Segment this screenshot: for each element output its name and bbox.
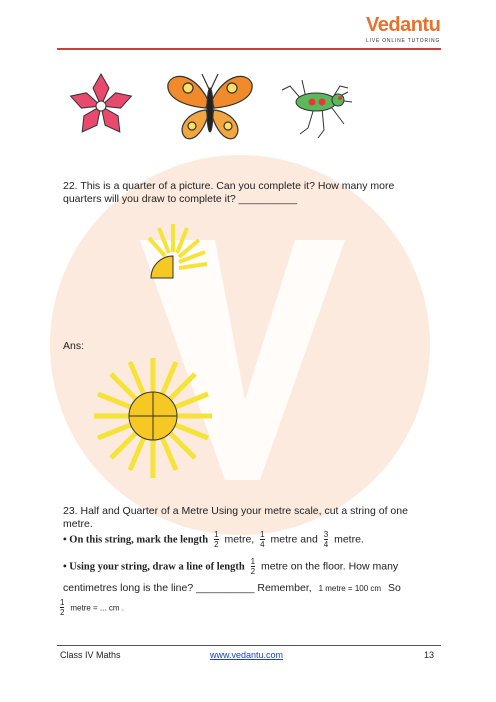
bullet1-end: metre. (334, 533, 364, 546)
fraction-last: $\frac{1}{2}$ (60, 598, 65, 617)
vedantu-logo (366, 14, 446, 46)
last-rest: metre = ... cm . (70, 603, 124, 613)
fraction-half: $\frac{1}{2}$ (214, 530, 219, 549)
q23-line1: 23. Half and Quarter of a Metre Using your metre scale, cut a string of one (63, 505, 408, 517)
cm-question: centimetres long is the line? __________ Remember, (63, 582, 312, 594)
fraction-b2: $\frac{1}{2}$ (250, 557, 256, 576)
q23-last-line (60, 598, 124, 617)
metre-equation: 1 metre = 100 cm (318, 584, 382, 593)
footer-rule (57, 645, 441, 646)
question-23 (63, 505, 443, 531)
q22-line1: 22. This is a quarter of a picture. Can you complete it? How many more (63, 180, 395, 192)
question-22 (63, 180, 443, 206)
q23-bullet1 (63, 530, 453, 549)
q23-line2: metre. (63, 518, 93, 530)
answer-label: Ans: (63, 340, 85, 352)
fraction-quarter: $\frac{1}{4}$ (260, 530, 265, 549)
fraction-three-quarter: $\frac{3}{4}$ (323, 530, 329, 549)
quarter-sun-icon (145, 222, 209, 282)
so-text: So (387, 582, 401, 594)
bullet1-after-quarter: metre and (270, 533, 318, 546)
bullet1-text: • On this string, mark the length (63, 534, 209, 546)
full-sun-icon (88, 356, 218, 480)
pink-flower-icon (68, 72, 134, 142)
logo-tagline: LIVE ONLINE TUTORING (366, 38, 441, 44)
bullet1-after-half: metre, (224, 533, 255, 546)
green-insect-icon (278, 72, 364, 140)
q22-line2: quarters will you draw to complete it? __________ (63, 193, 298, 205)
bullet2-rest: metre on the floor. How many (261, 560, 399, 573)
q23-bullet2 (63, 557, 453, 576)
footer-website-link[interactable]: www.vedantu.com (210, 650, 284, 660)
q23-cm-line (63, 582, 453, 595)
footer-class: Class IV Maths (60, 650, 121, 660)
vedantu-watermark (45, 150, 435, 540)
orange-butterfly-icon (164, 70, 256, 144)
page-number: 13 (424, 650, 435, 660)
header-rule (57, 48, 441, 50)
bullet2-text: • Using your string, draw a line of length (63, 561, 245, 573)
logo-word: Vedantu (366, 14, 441, 36)
